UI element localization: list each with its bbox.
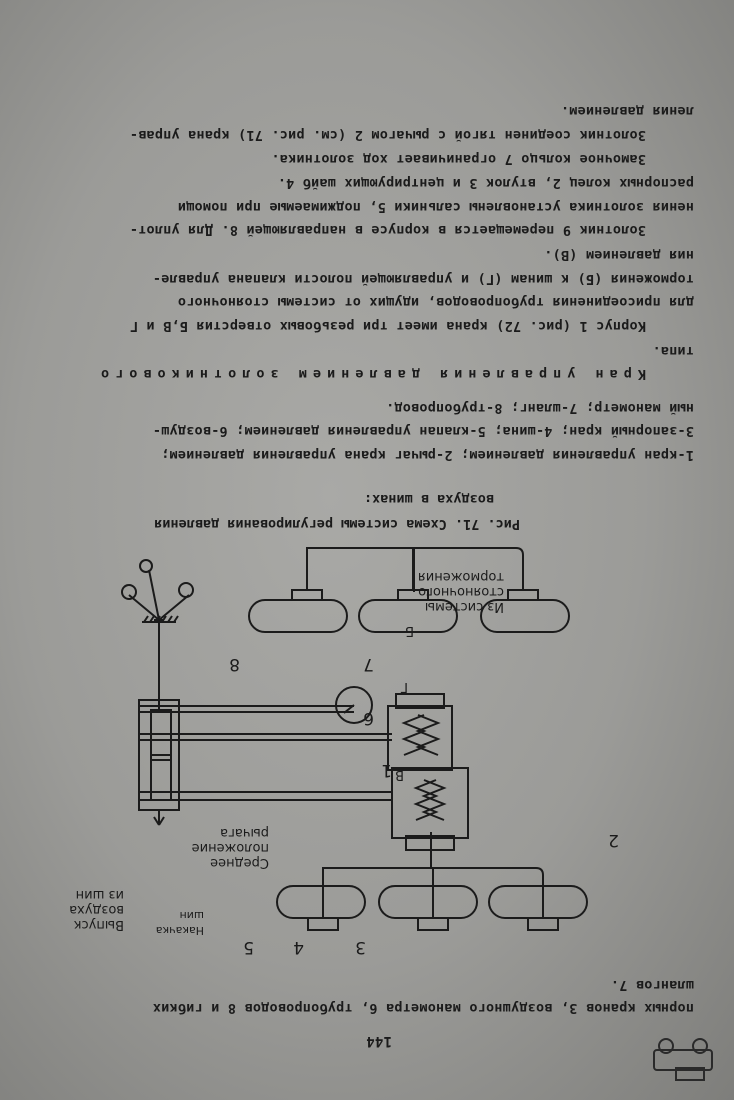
section-heading: Кран управления давлением золотникового — [95, 366, 646, 382]
page-number: 144 — [366, 1033, 392, 1049]
tire-bottom-right — [249, 600, 347, 632]
para1-line-2: для присоединения трубопроводов, идущих от системы стояночного — [177, 294, 694, 310]
figure-caption-line-2: воздуха в шинах: — [363, 491, 494, 507]
para3-line-1: Замочное кольцо 7 ограничивает ход золотника. — [271, 151, 646, 167]
label-num-6: 6 — [363, 708, 374, 728]
label-num-5: 5 — [243, 937, 254, 957]
legend-line-2: 3-запорный кран; 4-шина; 5-клапан управления давлением; 6-воздуш- — [152, 423, 694, 439]
legend-line-1: 1-кран управления давлением; 2-рычаг крана управления давлением; — [161, 447, 694, 463]
legend-line-3: ный манометр; 7-шланг; 8-трубопровод. — [385, 400, 694, 416]
intro-line-2: шлангов 7. — [610, 977, 694, 993]
vehicle-stamp-icon — [634, 1028, 724, 1088]
label-num-7: 7 — [363, 654, 374, 674]
label-letter-b: Б — [405, 623, 414, 638]
para1-line-3: торможения (Б) к шинам (Г) и управляющей полости клапана управле- — [152, 271, 694, 287]
figure-caption-line-1: Рис. 71. Схема системы регулирования давления — [154, 516, 520, 532]
para2-line-2: нения золотника установлены сальники 5, поджимаемые при помощи — [177, 199, 694, 215]
para2-line-3: распорных колец 2, втулок 3 и центрирующих шайб 4. — [277, 175, 694, 191]
para1-line-4: ния давлением (В). — [544, 247, 694, 263]
label-num-3: 3 — [355, 937, 366, 957]
tire-top-left — [489, 886, 587, 918]
label-letter-v: В — [395, 767, 404, 782]
tire-mid-left — [379, 886, 477, 918]
para4-line-1: Золотник соединен тягой с рычагом 2 (см. рис. 71) крана управ- — [129, 127, 646, 143]
label-inflate: Накачка шин — [155, 909, 204, 937]
label-exhaust: Выпуск воздуха из шин — [69, 887, 124, 932]
para2-line-1: Золотник 9 перемещается в корпусе в направляющей 8. Для уплот- — [129, 222, 646, 238]
tire-bottom-left — [277, 886, 365, 918]
intro-line-1: порных кранов 3, воздушного манометра 6, трубопроводов 8 и гибких — [152, 1000, 694, 1016]
label-num-4: 4 — [293, 937, 304, 957]
label-from-system: Из системы стояночного торможения — [417, 569, 504, 614]
label-num-8: 8 — [229, 654, 240, 674]
label-middle-position: Среднее положение рычага — [191, 825, 269, 870]
para1-line-1: Корпус 1 (рис. 72) крана имеет три резьбовых отверстия Б,В и Г — [129, 318, 646, 334]
para4-line-2: ления давлением. — [560, 103, 694, 119]
label-letter-g: Г — [400, 679, 408, 694]
label-num-1: 1 — [381, 760, 392, 780]
label-num-2: 2 — [608, 830, 619, 850]
section-heading-2: типа. — [652, 343, 694, 359]
